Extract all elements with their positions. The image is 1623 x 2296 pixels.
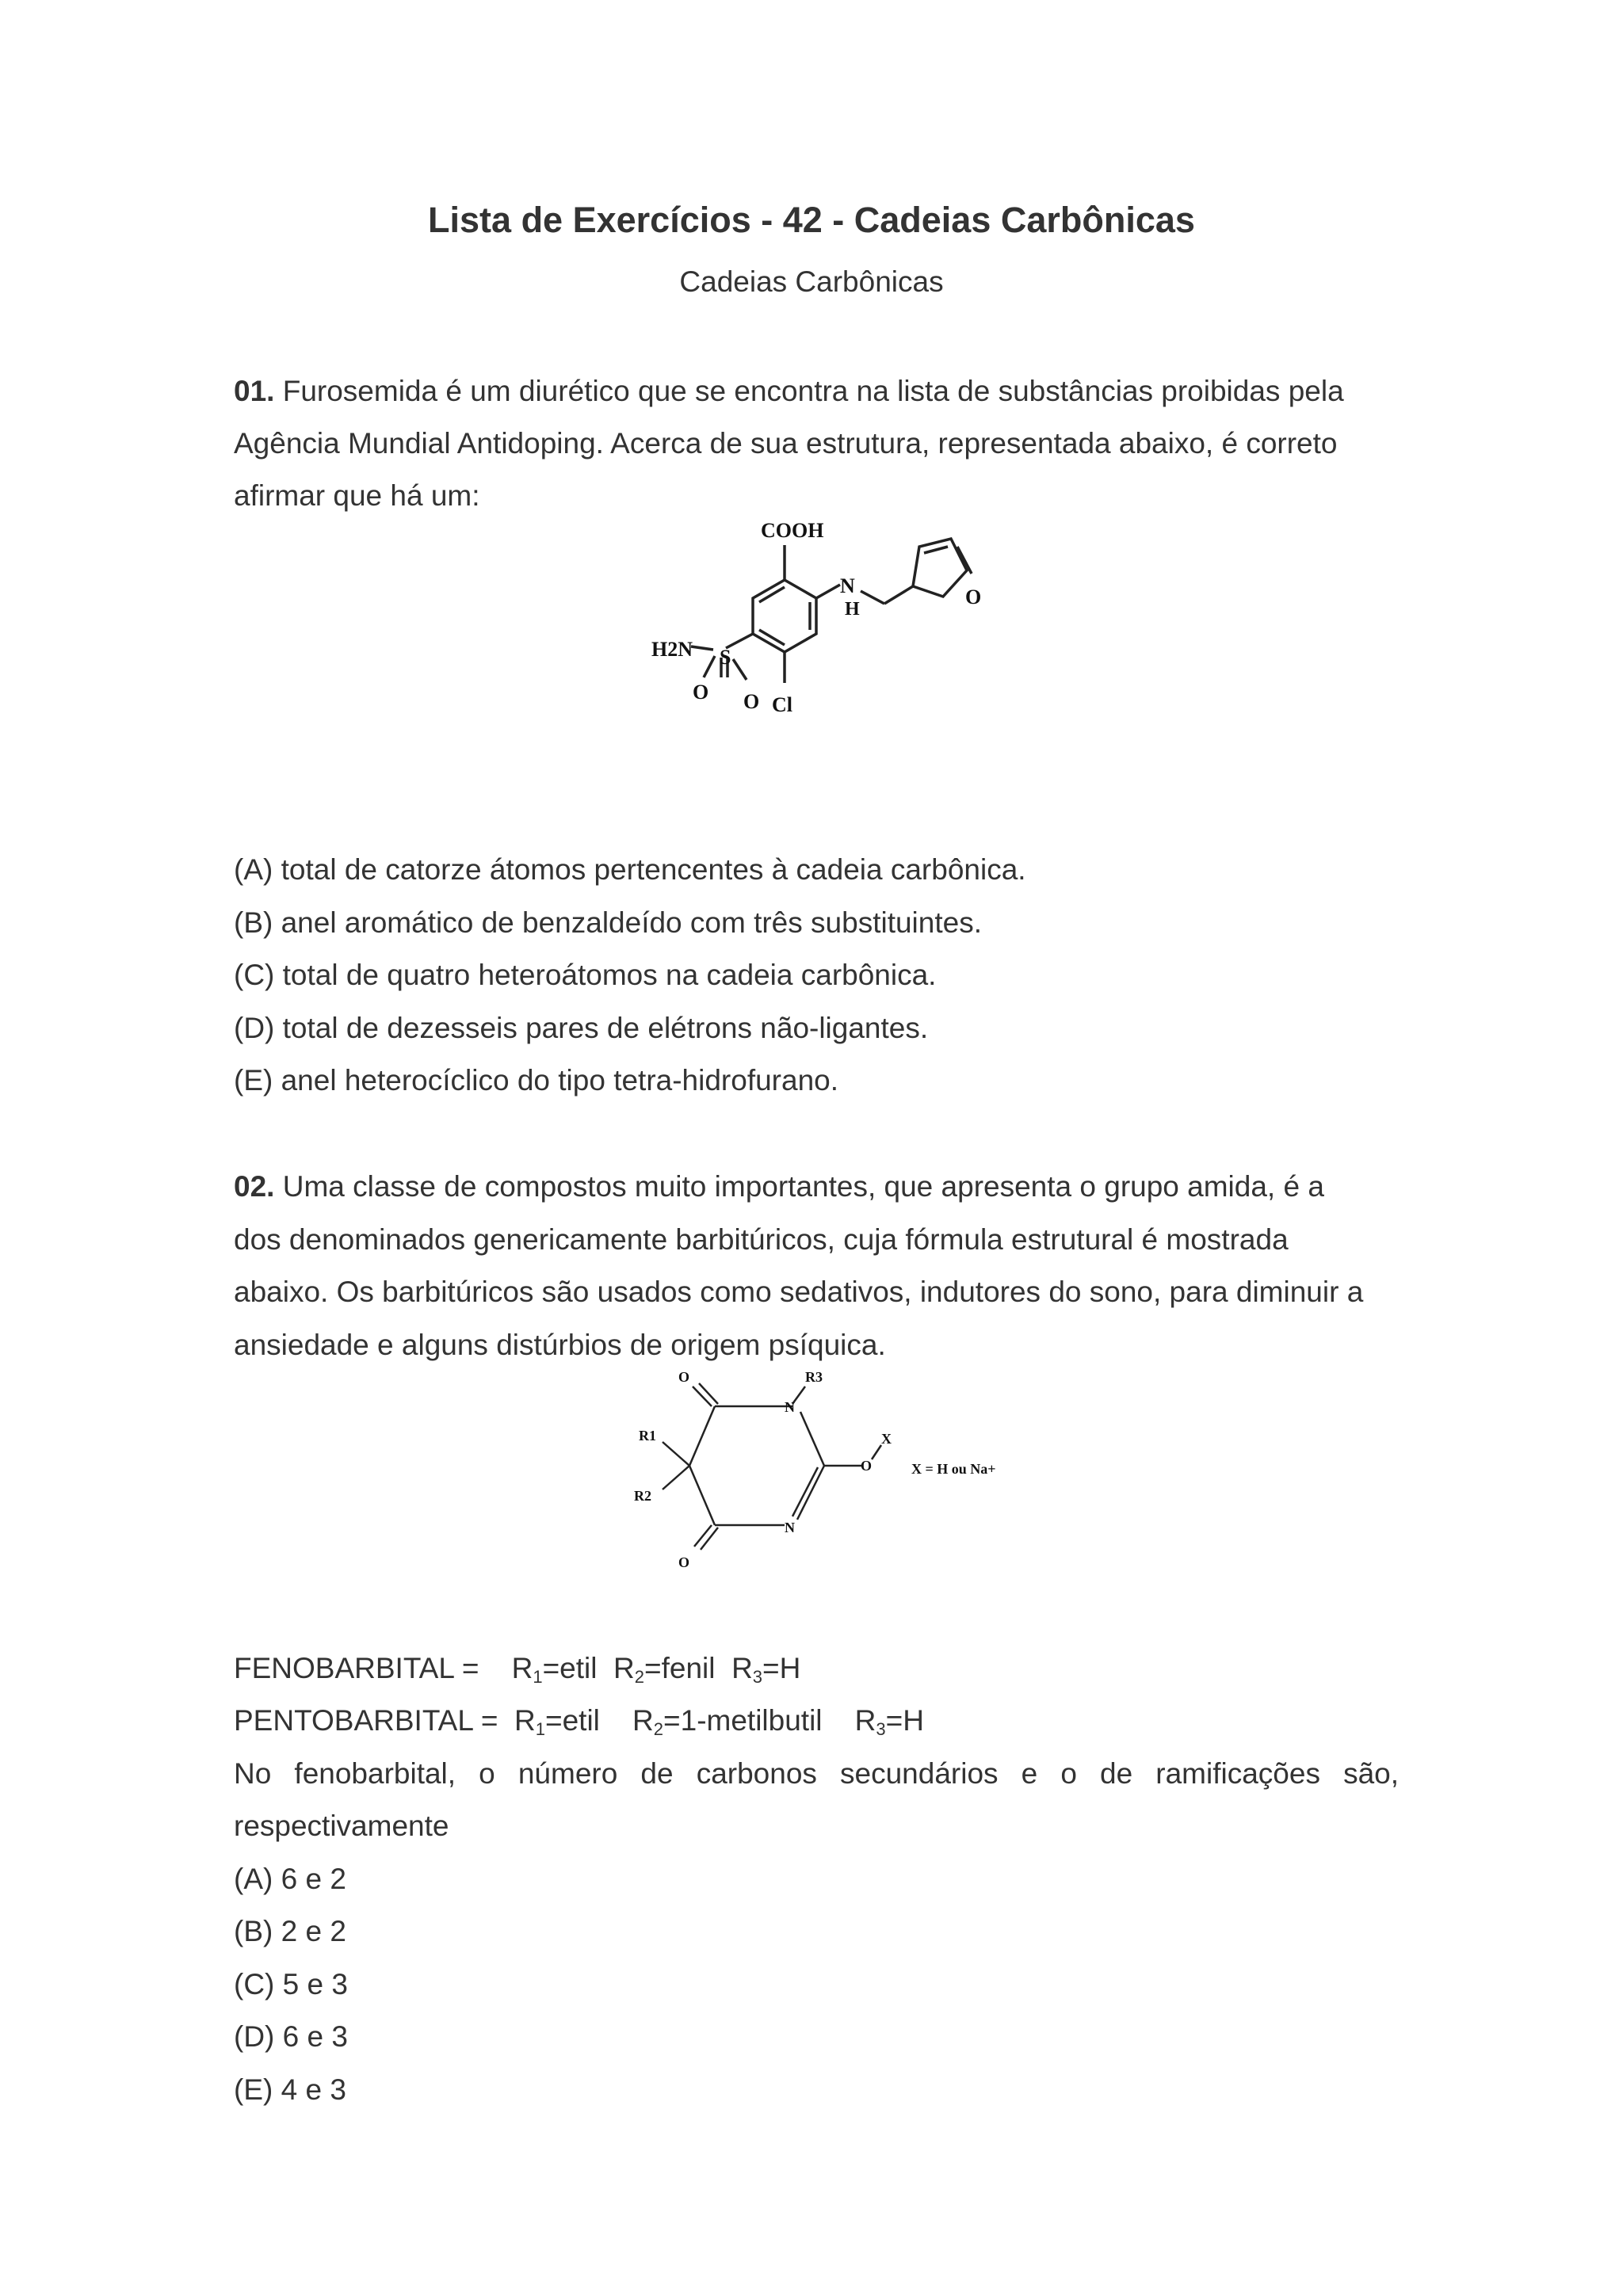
q1-option-e: (E) anel heterocíclico do tipo tetra-hidrofurano.	[234, 1064, 839, 1097]
q2-line-2: dos denominados genericamente barbitúricos, cuja fórmula estrutural é mostrada	[234, 1223, 1289, 1256]
o-furan-label: O	[965, 585, 982, 608]
s-label: S	[720, 646, 731, 669]
q1-line-3: afirmar que há um:	[234, 479, 480, 512]
q2-question-line-2: respectivamente	[234, 1810, 449, 1842]
q2-question-line-1: No fenobarbital, o número de carbonos secundários e o de ramificações são,	[234, 1757, 1399, 1790]
q2-option-d: (D) 6 e 3	[234, 2020, 348, 2053]
r1-label: R1	[639, 1428, 656, 1444]
page-subtitle: Cadeias Carbônicas	[679, 265, 944, 298]
q2-option-c: (C) 5 e 3	[234, 1968, 348, 2000]
furosemide-structure	[602, 515, 1046, 729]
o2-label: O	[743, 690, 760, 713]
q2-option-a: (A) 6 e 2	[234, 1863, 346, 1895]
o-bottom-label: O	[678, 1554, 690, 1570]
q1-option-c: (C) total de quatro heteroátomos na cadeia carbônica.	[234, 959, 937, 991]
q2-line-3: abaixo. Os barbitúricos são usados como sedativos, indutores do sono, para diminuir a	[234, 1276, 1364, 1308]
barbiturate-structure	[626, 1363, 1038, 1577]
q2-option-b: (B) 2 e 2	[234, 1915, 346, 1947]
n-label: N	[840, 574, 855, 597]
page-title: Lista de Exercícios - 42 - Cadeias Carbônicas	[428, 200, 1195, 240]
x-note-label: X = H ou Na+	[911, 1461, 996, 1477]
o-side-label: O	[861, 1458, 873, 1474]
cl-label: Cl	[772, 693, 792, 716]
q2-option-e: (E) 4 e 3	[234, 2073, 346, 2106]
h2n-label: H2N	[651, 638, 693, 661]
q1-line-1	[234, 374, 1399, 409]
fenobarbital-line: FENOBARBITAL = $R_1=etil$ $R_2=fenil$ $R_3=H$	[234, 1652, 801, 1687]
q1-line-2: Agência Mundial Antidoping. Acerca de sua estrutura, representada abaixo, é correto	[234, 427, 1338, 460]
pentobarbital-line: PENTOBARBITAL = $R_1=etil$ $R_2=1$-metilbutil $R_3=H$	[234, 1704, 924, 1739]
q1-text-1: Furosemida é um diurético que se encontra na lista de substâncias proibidas pela	[282, 375, 1344, 407]
o1-label: O	[693, 681, 709, 704]
q1-option-b: (B) anel aromático de benzaldeído com três substituintes.	[234, 906, 982, 939]
q2-line-4: ansiedade e alguns distúrbios de origem psíquica.	[234, 1329, 886, 1361]
n-bottom-label: N	[785, 1520, 795, 1535]
q2-text-1: Uma classe de compostos muito importantes, que apresenta o grupo amida, é a	[282, 1170, 1324, 1203]
r2-label: R2	[634, 1488, 651, 1504]
q1-option-a: (A) total de catorze átomos pertencentes à cadeia carbônica.	[234, 853, 1026, 886]
q1-option-d: (D) total de dezesseis pares de elétrons não-ligantes.	[234, 1012, 929, 1044]
q2-line-1	[234, 1169, 1399, 1204]
x-label: X	[881, 1431, 892, 1447]
q2-number: 02.	[234, 1170, 275, 1203]
o-top-label: O	[678, 1369, 690, 1385]
q1-number: 01.	[234, 375, 275, 407]
cooh-label: COOH	[761, 519, 824, 542]
n-top-label: N	[785, 1399, 795, 1415]
r3-label: R3	[805, 1369, 823, 1385]
h-label: H	[845, 599, 860, 620]
